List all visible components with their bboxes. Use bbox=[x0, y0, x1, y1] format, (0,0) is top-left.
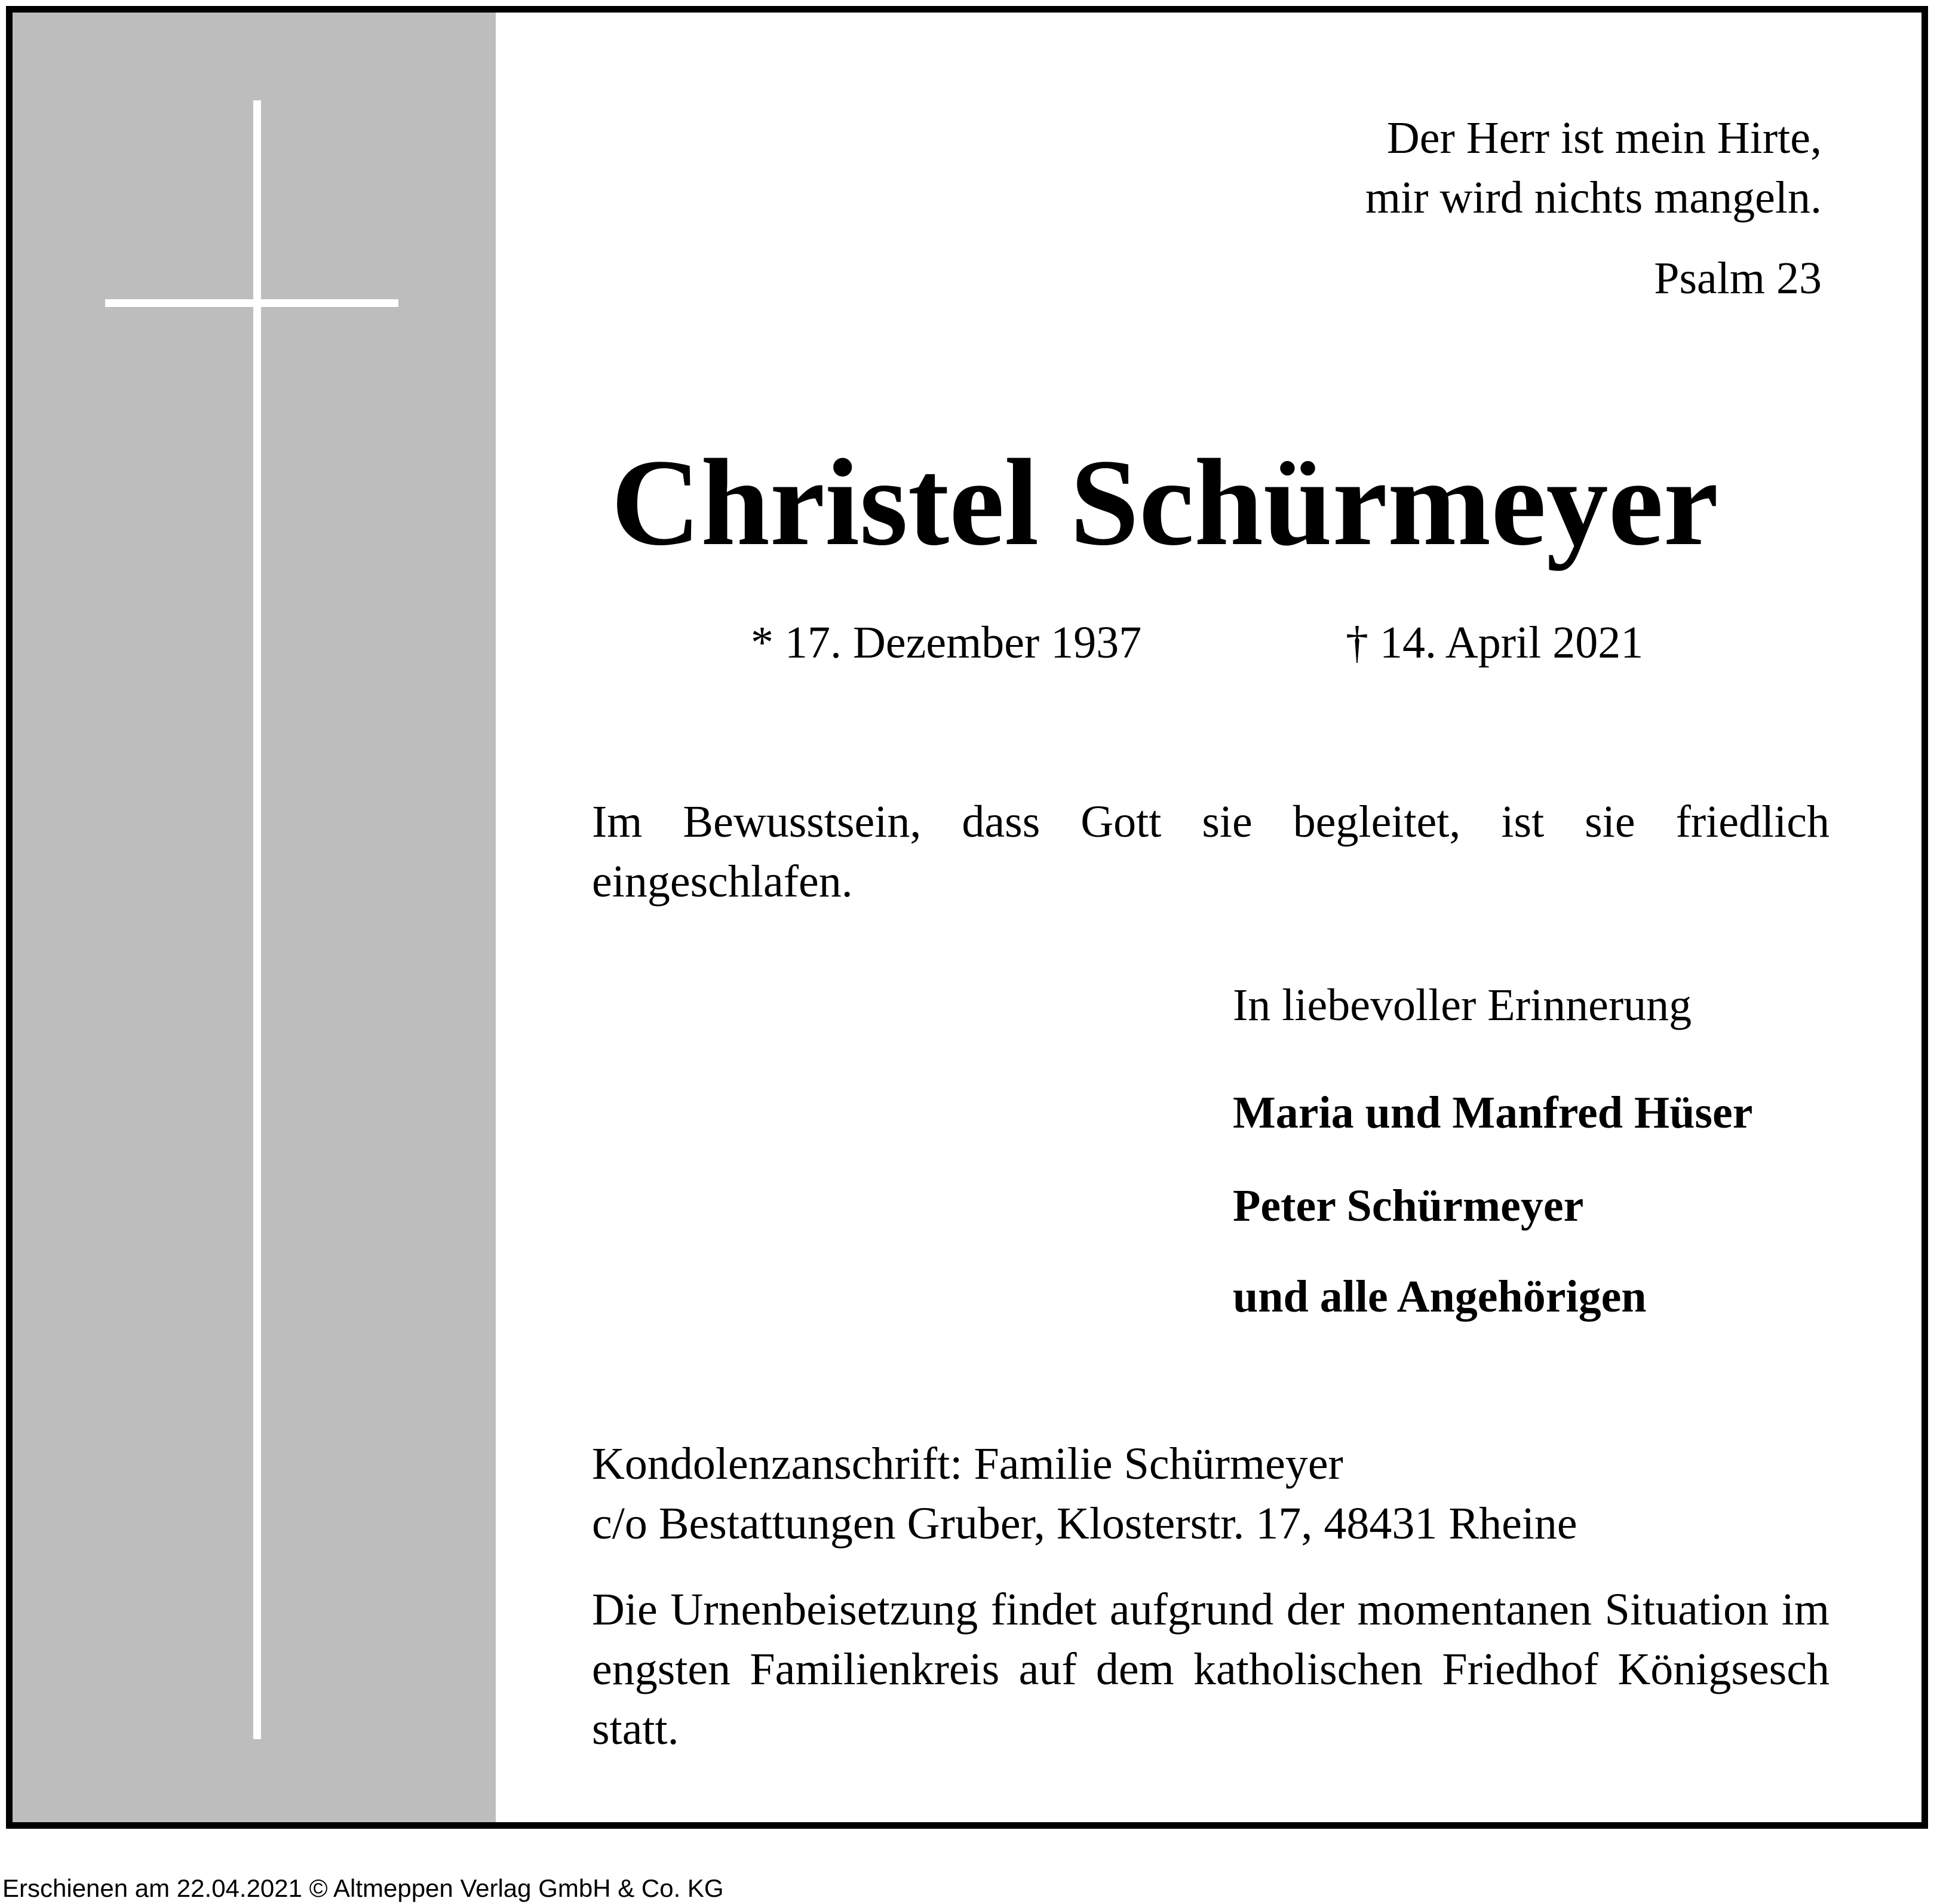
condolence-address-line-1: Kondolenzanschrift: Familie Schürmeyer bbox=[592, 1439, 1343, 1489]
psalm-reference: Psalm 23 bbox=[1654, 253, 1822, 303]
obituary-notice bbox=[6, 6, 1928, 1829]
psalm-line-2: mir wird nichts mangeln. bbox=[1365, 173, 1822, 223]
deceased-name: Christel Schürmeyer bbox=[611, 434, 1719, 571]
mourner-name: Peter Schürmeyer bbox=[1233, 1181, 1584, 1231]
publication-footer: Erschienen am 22.04.2021 © Altmeppen Verlag GmbH & Co. KG bbox=[2, 1874, 724, 1902]
cross-icon-crossbar bbox=[105, 299, 398, 307]
cross-icon bbox=[253, 100, 261, 1739]
sidebar-panel bbox=[13, 13, 496, 1822]
mourner-name: Maria und Manfred Hüser bbox=[1233, 1088, 1753, 1138]
psalm-quote bbox=[1365, 108, 1822, 228]
condolence-address-line-2: c/o Bestattungen Gruber, Klosterstr. 17, 48431 Rheine bbox=[592, 1498, 1577, 1549]
mourner-name: und alle Angehörigen bbox=[1233, 1272, 1647, 1322]
burial-info-text: Die Urnenbeisetzung findet aufgrund der momentanen Situation im engsten Familienkreis auf dem katholischen Friedhof Königsesch statt. bbox=[592, 1584, 1830, 1754]
birth-date: * 17. Dezember 1937 bbox=[751, 618, 1142, 668]
message-text: Im Bewusstsein, dass Gott sie begleitet, ist sie friedlich eingeschlafen. bbox=[592, 797, 1830, 907]
psalm-line-1: Der Herr ist mein Hirte, bbox=[1386, 113, 1822, 163]
remembrance-text: In liebevoller Erinnerung bbox=[1233, 980, 1692, 1030]
death-date: † 14. April 2021 bbox=[1346, 618, 1644, 668]
